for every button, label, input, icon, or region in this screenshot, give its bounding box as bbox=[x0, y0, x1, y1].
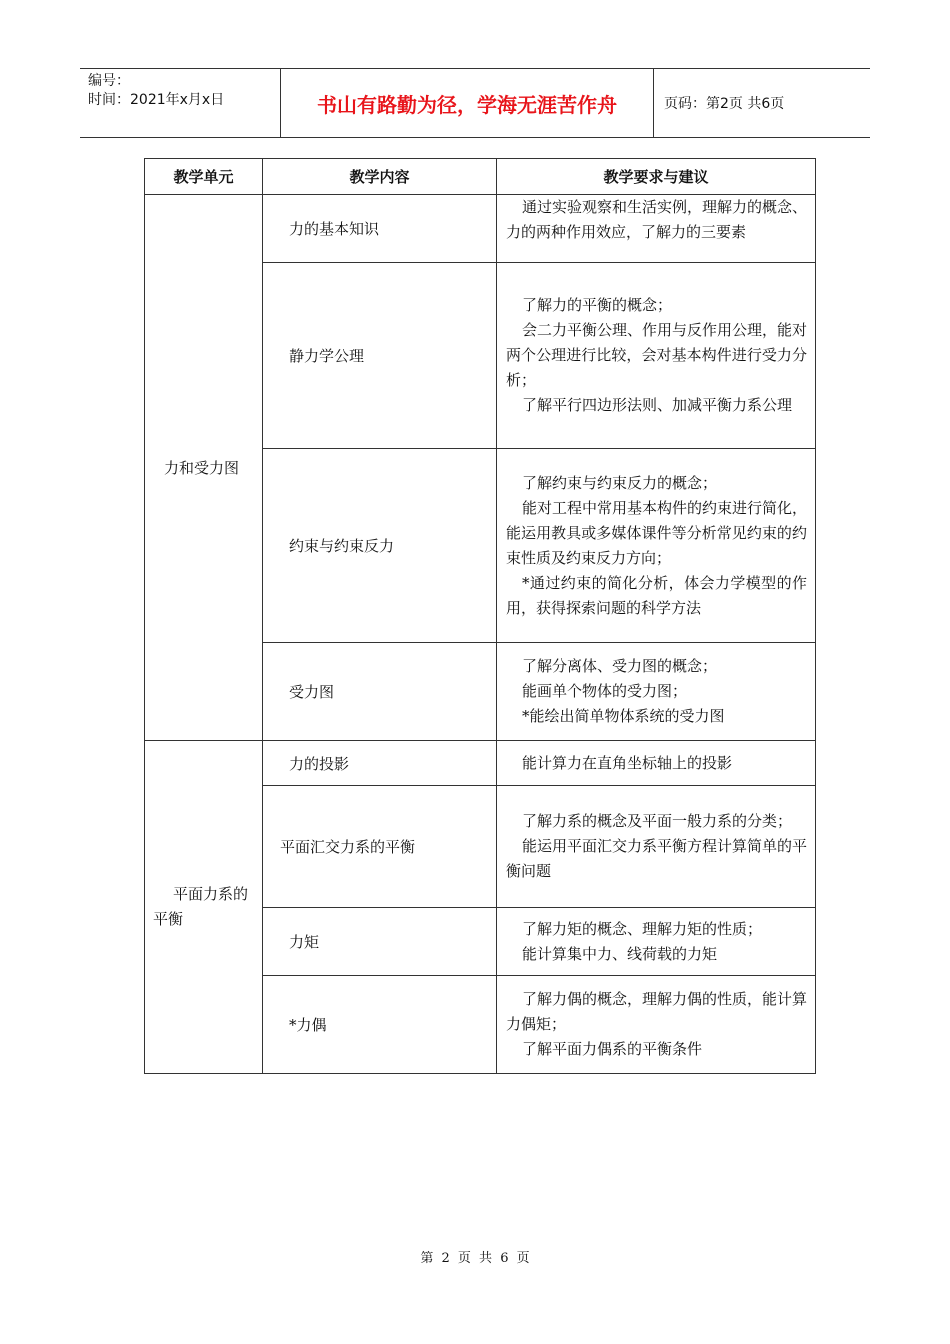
time-label: 时间：2021年x月x日 bbox=[88, 92, 225, 108]
content-cell: 约束与约束反力 bbox=[263, 449, 497, 643]
col-header-content: 教学内容 bbox=[263, 159, 497, 195]
requirement-line: *通过约束的简化分析，体会力学模型的作用，获得探索问题的科学方法 bbox=[506, 573, 807, 617]
requirement-cell bbox=[497, 908, 816, 976]
syllabus-table bbox=[144, 158, 816, 1074]
requirement-line: 了解力的平衡的概念； bbox=[522, 296, 673, 314]
requirement-cell bbox=[497, 643, 816, 741]
number-label: 编号： bbox=[88, 73, 130, 89]
unit-label: 力和受力图 bbox=[164, 459, 240, 477]
content-cell: 力的基本知识 bbox=[263, 195, 497, 263]
page-label: 页码：第2页 共6页 bbox=[664, 96, 785, 112]
requirement-line: 能运用平面汇交力系平衡方程计算简单的平衡问题 bbox=[506, 837, 808, 880]
table-header-row bbox=[145, 159, 816, 195]
col-header-unit: 教学单元 bbox=[145, 159, 263, 195]
requirement-cell bbox=[497, 786, 816, 908]
requirement-line: 能画单个物体的受力图； bbox=[522, 682, 688, 700]
motto: 书山有路勤为径，学海无涯苦作舟 bbox=[281, 69, 654, 137]
requirement-line: 会二力平衡公理、作用与反作用公理，能对两个公理进行比较，会对基本构件进行受力分析； bbox=[506, 321, 808, 389]
requirement-cell bbox=[497, 263, 816, 449]
requirement-line: *能绘出简单物体系统的受力图 bbox=[522, 707, 725, 725]
requirement-line: 了解力偶的概念，理解力偶的性质，能计算力偶矩； bbox=[506, 990, 808, 1033]
col-header-requirements: 教学要求与建议 bbox=[497, 159, 816, 195]
content-cell: 力的投影 bbox=[263, 741, 497, 786]
requirement-line: 能计算集中力、线荷载的力矩 bbox=[522, 944, 718, 963]
unit-label-line: 平衡 bbox=[153, 910, 184, 928]
requirement-line: 了解力矩的概念、理解力矩的性质； bbox=[522, 919, 763, 938]
content-cell: 平面汇交力系的平衡 bbox=[263, 786, 497, 908]
page-footer: 第 2 页 共 6 页 bbox=[420, 1251, 530, 1266]
content-cell: *力偶 bbox=[263, 976, 497, 1074]
header-meta bbox=[80, 69, 281, 137]
table-row bbox=[145, 195, 816, 263]
requirement-line: 了解约束与约束反力的概念； bbox=[522, 473, 718, 492]
requirement-line: 能计算力在直角坐标轴上的投影 bbox=[522, 753, 733, 772]
table-row bbox=[145, 741, 816, 786]
requirement-cell bbox=[497, 741, 816, 786]
requirement-cell bbox=[497, 976, 816, 1074]
page-header bbox=[80, 68, 870, 138]
requirement-line: 能对工程中常用基本构件的约束进行简化，能运用教具或多媒体课件等分析常见约束的约束性质及约束反力方向； bbox=[506, 498, 808, 567]
unit-cell bbox=[145, 195, 263, 741]
requirement-line: 通过实验观察和生活实例，理解力的概念、力的两种作用效应，了解力的三要素 bbox=[506, 198, 807, 241]
requirement-line: 了解分离体、受力图的概念； bbox=[522, 657, 718, 675]
requirement-cell bbox=[497, 449, 816, 643]
requirement-line: 了解力系的概念及平面一般力系的分类； bbox=[522, 812, 793, 830]
content-cell: 受力图 bbox=[263, 643, 497, 741]
requirement-line: 了解平行四边形法则、加减平衡力系公理 bbox=[522, 396, 793, 414]
content-cell: 静力学公理 bbox=[263, 263, 497, 449]
requirement-line: 了解平面力偶系的平衡条件 bbox=[522, 1040, 703, 1058]
content-cell: 力矩 bbox=[263, 908, 497, 976]
unit-cell bbox=[145, 741, 263, 1074]
unit-label-line: 平面力系的 bbox=[173, 885, 249, 903]
requirement-cell bbox=[497, 195, 816, 263]
